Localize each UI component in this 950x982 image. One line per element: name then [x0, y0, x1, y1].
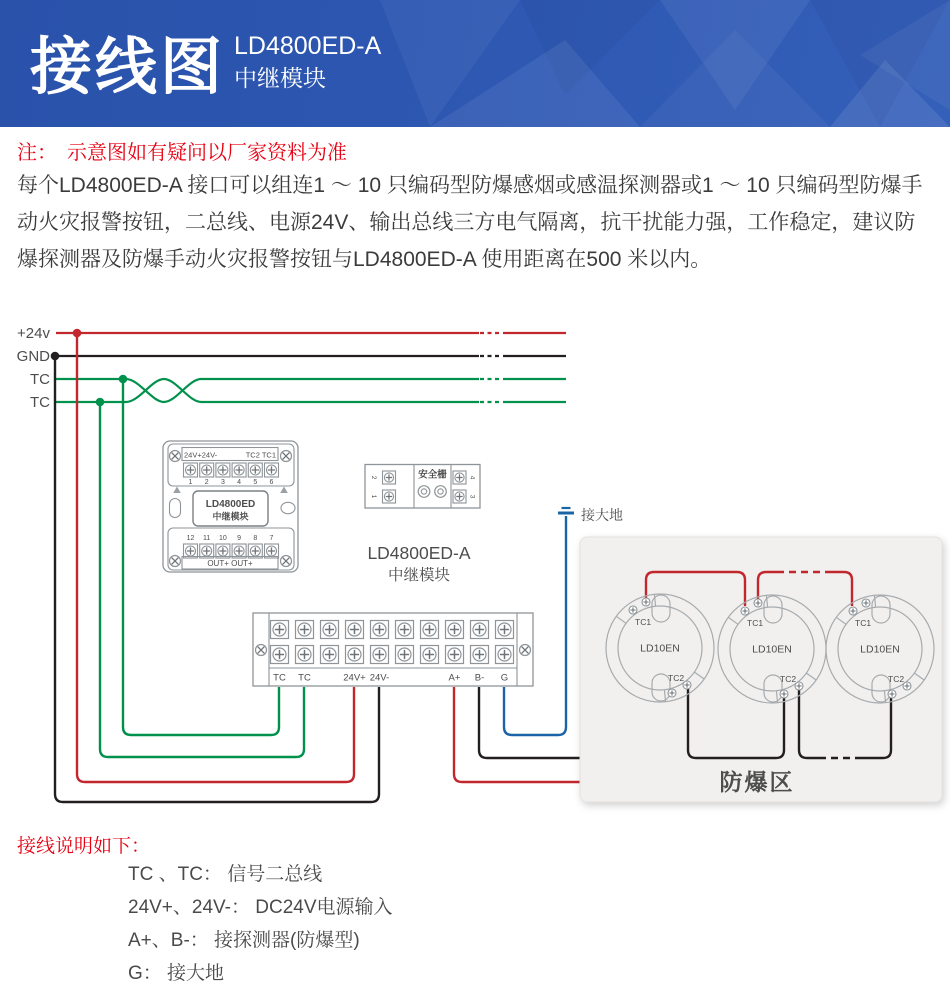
module-name-line2: 中继模块	[212, 511, 249, 522]
bus-wire-tc-b	[56, 379, 566, 402]
strip-terminal	[421, 621, 439, 639]
terminal-strip	[253, 613, 533, 686]
detector-screw	[741, 607, 749, 615]
description-text: 每个LD4800ED-A 接口可以组连1 ～ 10 只编码型防爆感烟或感温探测器或1 ～ 10 只编码型防爆手动火灾报警按钮，二总线、电源24V、输出总线三方电气隔离，抗干扰能力强，工作稳定，建议防爆探测器及防爆手动火灾报警按钮与LD4800ED-A 使用距离在500 米以内。	[17, 174, 923, 271]
strip-label-24vminus: 24V-	[369, 672, 390, 684]
module-terminal-number: 11	[203, 535, 211, 542]
module-terminal	[216, 463, 230, 477]
strip-label-aplus: A+	[448, 672, 461, 684]
bus-lines	[51, 329, 566, 407]
module-terminal-number: 8	[253, 535, 258, 542]
strip-label-24vplus: 24V+	[343, 672, 366, 684]
module-terminal	[232, 463, 246, 477]
detector-tc1-label: TC1	[747, 618, 764, 628]
module-terminal	[248, 463, 262, 477]
corner-screw-icon	[170, 451, 181, 462]
barrier-terminal-number: 2	[370, 475, 377, 480]
zone-panel	[580, 537, 942, 802]
module-terminal-number: 4	[237, 479, 242, 486]
detector-screw	[862, 599, 870, 607]
strip-terminal	[471, 621, 489, 639]
bus-label-24v: +24v	[17, 325, 50, 342]
barrier-terminal	[453, 471, 466, 484]
module-top-left-label: 24V+24V-	[184, 450, 218, 460]
strip-terminal	[396, 621, 414, 639]
strip-terminal	[271, 621, 289, 639]
strip-terminal	[371, 646, 389, 664]
page-title: 接线图	[30, 33, 226, 102]
module-terminal-number: 9	[237, 535, 242, 542]
module-top-right-label: TC2 TC1	[245, 450, 276, 460]
module-terminal	[265, 544, 279, 558]
strip-terminal	[296, 646, 314, 664]
module-caption	[367, 543, 470, 584]
detector-tc2-label: TC2	[780, 674, 797, 684]
safety-barrier-box	[365, 465, 480, 509]
detector-tc1-label: TC1	[855, 618, 872, 628]
barrier-terminal	[383, 490, 396, 503]
strip-terminal	[446, 621, 464, 639]
strip-label-tc2: TC	[298, 672, 311, 684]
note-text: 注： 示意图如有疑问以厂家资料为准	[17, 142, 347, 164]
detector-screw	[754, 599, 762, 607]
legend-item: 24V+、24V-： DC24V电源输入	[128, 897, 393, 918]
strip-terminal	[321, 621, 339, 639]
module-terminal-number: 12	[186, 535, 195, 542]
detector-name: LD10EN	[860, 643, 900, 656]
legend-item: G： 接大地	[128, 963, 225, 982]
legend-list	[128, 858, 393, 982]
module-terminal	[265, 463, 279, 477]
module-terminal-number: 5	[253, 479, 258, 486]
detector-screw	[903, 682, 911, 690]
module-terminal	[184, 463, 198, 477]
corner-screw-icon	[256, 645, 267, 656]
detector-screw	[642, 598, 650, 606]
barrier-label: 安全栅	[418, 469, 447, 481]
zone-label: 防爆区	[719, 769, 795, 795]
legend-title: 接线说明如下：	[17, 836, 151, 857]
bus-label-tc1: TC	[30, 371, 50, 388]
strip-label-tc1: TC	[273, 672, 286, 684]
bus-labels	[17, 325, 51, 411]
strip-label-bminus: B-	[474, 672, 485, 684]
detector-screw	[795, 682, 803, 690]
strip-terminal	[371, 621, 389, 639]
nut-icon	[435, 486, 447, 498]
module-terminal	[232, 544, 246, 558]
corner-screw-icon	[520, 645, 531, 656]
explosion-proof-zone	[580, 537, 942, 802]
strip-terminal	[496, 621, 514, 639]
module-box	[163, 441, 298, 572]
bus-label-tc2: TC	[30, 394, 50, 411]
barrier-terminal-number: 1	[370, 494, 377, 499]
detector-screw	[683, 681, 691, 689]
module-terminal	[200, 463, 214, 477]
bus-label-gnd: GND	[16, 348, 50, 365]
caption-line2: 中继模块	[387, 567, 451, 584]
detector-screw	[780, 690, 788, 698]
legend-item: TC 、TC： 信号二总线	[128, 864, 323, 885]
strip-terminal	[446, 646, 464, 664]
strip-terminal	[346, 621, 364, 639]
nut-icon	[418, 486, 430, 498]
detector-screw	[849, 607, 857, 615]
bus-wire-tc-a	[56, 379, 566, 402]
strip-terminal	[496, 646, 514, 664]
module-terminal-number: 1	[188, 479, 193, 486]
corner-screw-icon	[170, 556, 181, 567]
earth-label: 接大地	[581, 507, 623, 523]
module-terminal-number: 6	[269, 479, 274, 486]
strip-terminal	[421, 646, 439, 664]
strip-terminal	[321, 646, 339, 664]
module-out-label: OUT+ OUT+	[207, 559, 253, 568]
detector-name: LD10EN	[752, 643, 792, 656]
corner-screw-icon	[281, 451, 292, 462]
detector-tc1-label: TC1	[635, 617, 652, 627]
detector-tc2-label: TC2	[888, 674, 905, 684]
module-terminal	[216, 544, 230, 558]
detector-tc2-label: TC2	[668, 673, 685, 683]
strip-label-g: G	[500, 672, 509, 684]
module-terminal-number: 2	[204, 479, 209, 486]
module-name-line1: LD4800ED	[205, 499, 256, 510]
barrier-terminal	[383, 471, 396, 484]
detector-name: LD10EN	[640, 642, 680, 655]
model-name: LD4800ED-A	[234, 32, 382, 60]
detector-screw	[888, 690, 896, 698]
barrier-terminal	[453, 490, 466, 503]
module-terminal	[200, 544, 214, 558]
detector-screw	[629, 606, 637, 614]
module-terminal	[248, 544, 262, 558]
module-terminal-number: 3	[220, 479, 225, 486]
module-terminal-number: 10	[219, 535, 227, 542]
earth-ground-symbol	[558, 507, 623, 523]
strip-terminal	[346, 646, 364, 664]
detector-screw	[668, 689, 676, 697]
module-terminal-number: 7	[269, 535, 274, 542]
barrier-terminal-number: 4	[468, 475, 476, 480]
strip-terminal	[271, 646, 289, 664]
strip-terminal	[396, 646, 414, 664]
legend-item: A+、B-： 接探测器(防爆型)	[128, 930, 360, 951]
caption-line1: LD4800ED-A	[367, 543, 471, 563]
module-terminal	[184, 544, 198, 558]
strip-terminal	[471, 646, 489, 664]
corner-screw-icon	[281, 556, 292, 567]
strip-terminal	[296, 621, 314, 639]
model-type: 中继模块	[234, 65, 326, 91]
barrier-terminal-number: 3	[468, 494, 476, 499]
